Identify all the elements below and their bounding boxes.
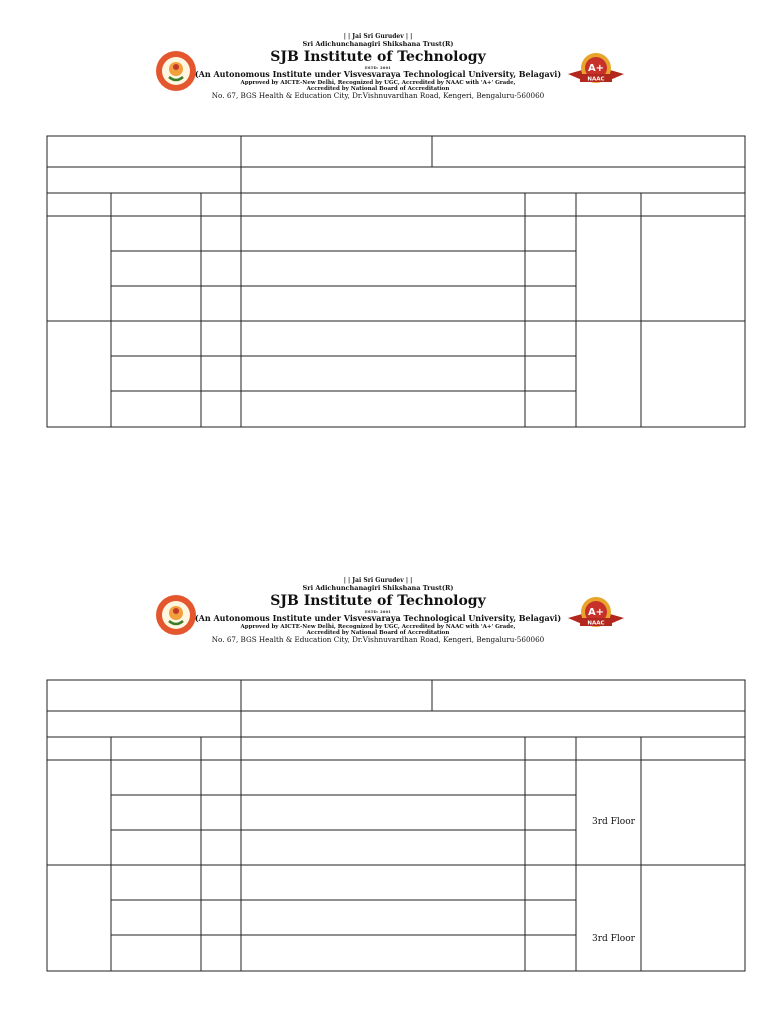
motto: | | Jai Sri Gurudev | |: [343, 577, 413, 584]
approval-line: Approved by AICTE-New Delhi, Recognized by UGC, Accredited by NAAC with 'A+' Grade,: [240, 79, 516, 86]
venue-cell-group-2: 3rd Floor: [592, 934, 635, 944]
nba-line: Accredited by National Board of Accreditation: [306, 85, 450, 92]
naac-grade-text: A+: [587, 63, 605, 74]
timetable-grid: [0, 135, 768, 435]
naac-grade-text: A+: [587, 607, 605, 618]
naac-badge-logo: [566, 594, 626, 634]
autonomy-line: (An Autonomous Institute under Visvesvaraya Technological University, Belagavi): [194, 69, 562, 80]
institute-name: SJB Institute of Technology: [270, 49, 486, 66]
approval-line: Approved by AICTE-New Delhi, Recognized by UGC, Accredited by NAAC with 'A+' Grade,: [240, 623, 516, 630]
timetable-grid: [0, 679, 768, 979]
institute-name: SJB Institute of Technology: [270, 593, 486, 610]
venue-cell-group-1: 3rd Floor: [592, 817, 635, 827]
address-line: No. 67, BGS Health & Education City, Dr.Vishnuvardhan Road, Kengeri, Bengaluru-560060: [211, 635, 545, 645]
letterhead: [0, 34, 768, 134]
autonomy-line: (An Autonomous Institute under Visvesvaraya Technological University, Belagavi): [194, 613, 562, 624]
trust-name: Sri Adichunchanagiri Shikshana Trust(R): [302, 583, 454, 592]
naac-label-text: NAAC: [587, 76, 605, 83]
nba-line: Accredited by National Board of Accreditation: [306, 629, 450, 636]
trust-name: Sri Adichunchanagiri Shikshana Trust(R): [302, 39, 454, 48]
motto: | | Jai Sri Gurudev | |: [343, 33, 413, 40]
naac-label-text: NAAC: [587, 620, 605, 627]
estd: ESTD: 2001: [364, 610, 392, 615]
naac-badge-logo: [566, 50, 626, 90]
estd: ESTD: 2001: [364, 66, 392, 71]
letterhead: [0, 578, 768, 678]
address-line: No. 67, BGS Health & Education City, Dr.Vishnuvardhan Road, Kengeri, Bengaluru-560060: [211, 91, 545, 101]
